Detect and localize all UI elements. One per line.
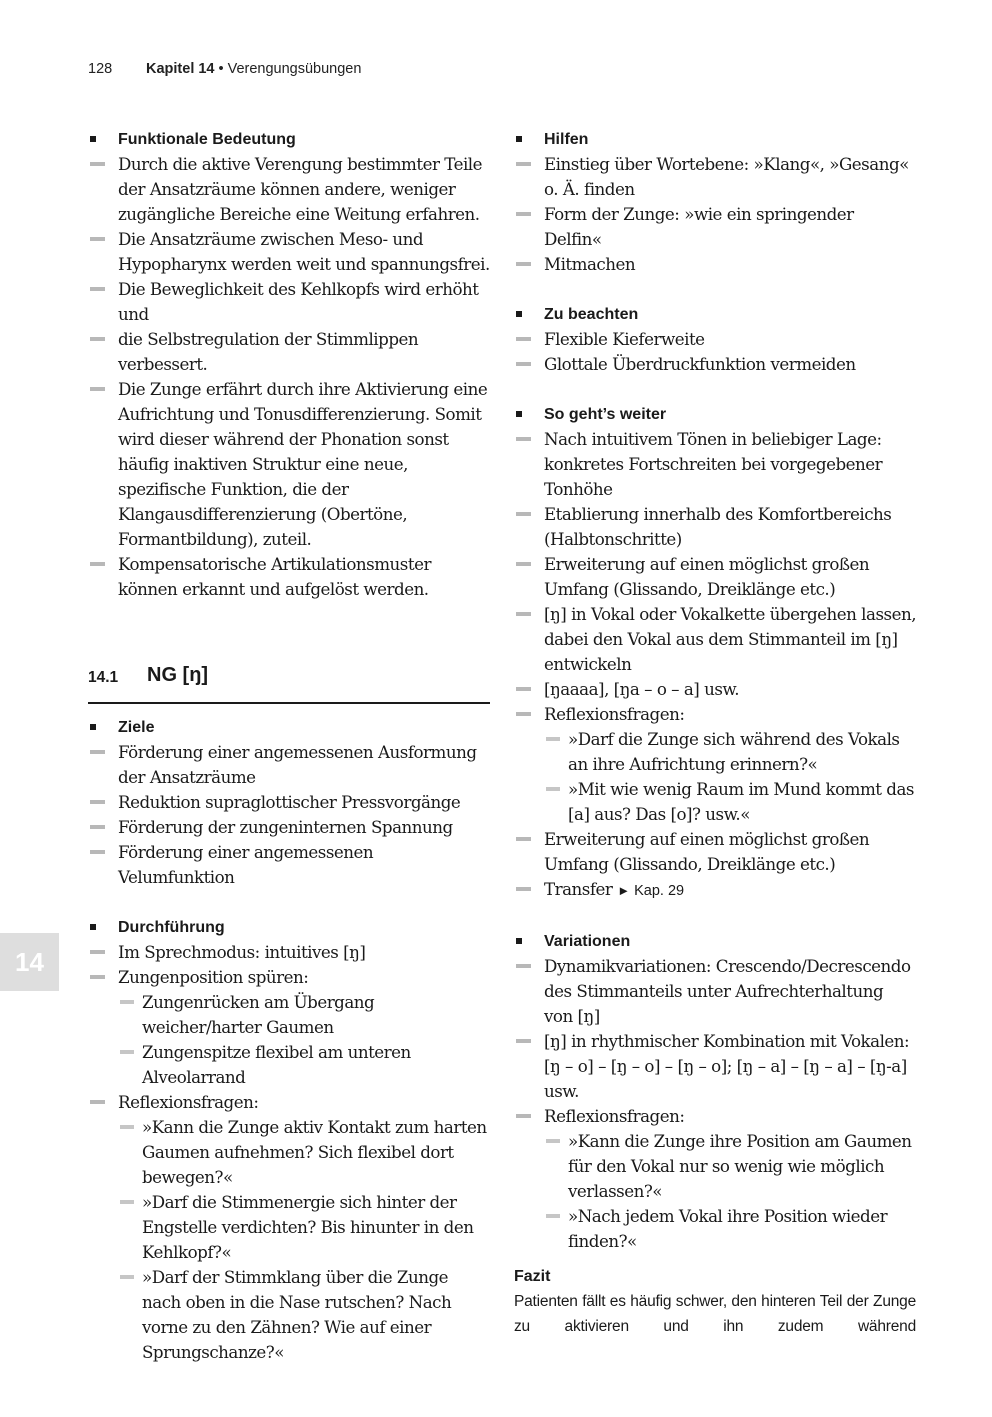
list-item	[514, 327, 916, 352]
item-text: Förderung der zungeninternen Spannung	[118, 817, 453, 837]
chapter-label: Kapitel 14	[146, 61, 215, 77]
arrow-right-icon: ►	[617, 883, 631, 898]
right-column	[514, 127, 916, 1339]
dash-bullet-icon	[90, 237, 105, 241]
item-text: Flexible Kieferweite	[544, 329, 705, 349]
item-text: Reflexionsfragen:	[544, 1106, 685, 1126]
item-text: »Darf die Stimmenergie sich hinter der Engstelle verdichten? Bis hinunter in den Kehlkopf?«	[142, 1192, 474, 1262]
list-item	[88, 740, 490, 790]
square-bullet-icon	[90, 136, 96, 142]
dash-bullet-icon	[90, 975, 105, 979]
heading-text: Variationen	[544, 933, 631, 950]
item-text: Durch die aktive Verengung bestimmter Teile der Ansatzräume können andere, weniger zugängliche Bereiche eine Weitung erfahren.	[118, 154, 483, 224]
item-text: Dynamikvariationen: Crescendo/Decrescendo des Stimmanteils unter Aufrechterhaltung von [ŋ]	[544, 956, 911, 1026]
list-item	[88, 790, 490, 815]
item-text: Form der Zunge: »wie ein springender Delfin«	[544, 204, 854, 249]
dash-bullet-icon	[120, 1050, 134, 1054]
dash-bullet-icon	[90, 287, 105, 291]
square-bullet-icon	[516, 136, 522, 142]
section-heading	[514, 929, 916, 954]
list-item	[88, 227, 490, 277]
dash-bullet-icon	[516, 837, 531, 841]
item-text: [ŋaaaa], [ŋa – o – a] usw.	[544, 679, 740, 699]
list-item	[514, 427, 916, 502]
fazit-heading: Fazit	[514, 1268, 551, 1285]
list-item	[514, 502, 916, 552]
section-heading	[88, 715, 490, 740]
heading-text: Zu beachten	[544, 306, 639, 323]
list-item	[514, 602, 916, 677]
dash-bullet-icon	[516, 887, 531, 891]
section-heading	[88, 915, 490, 940]
dash-bullet-icon	[120, 1200, 134, 1204]
dash-bullet-icon	[516, 262, 531, 266]
item-text: Glottale Überdruckfunktion vermeiden	[544, 354, 856, 374]
item-text: Kompensatorische Artikulationsmuster können erkannt und aufgelöst werden.	[118, 554, 431, 599]
section-title: NG [ŋ]	[147, 664, 209, 686]
dash-bullet-icon	[516, 1039, 531, 1043]
header-separator: •	[218, 61, 224, 77]
dash-bullet-icon	[90, 162, 105, 166]
item-text: Zungenposition spüren:	[118, 967, 309, 987]
page-number: 128	[88, 61, 113, 77]
section-number: 14.1	[88, 669, 119, 686]
heading-text: Durchführung	[118, 919, 225, 936]
heading-text: Hilfen	[544, 131, 589, 148]
sub-list-item	[118, 1190, 490, 1265]
square-bullet-icon	[90, 724, 96, 730]
dash-bullet-icon	[516, 1114, 531, 1118]
list-item	[88, 1090, 490, 1115]
item-text: Nach intuitivem Tönen in beliebiger Lage: konkretes Fortschreiten bei vorgegebener Tonhöhe	[544, 429, 883, 499]
item-text: Erweiterung auf einen möglichst großen Umfang (Glissando, Dreiklänge etc.)	[544, 829, 870, 874]
sub-list-item	[118, 990, 490, 1040]
item-text: Einstieg über Wortebene: »Klang«, »Gesang« o. Ä. finden	[544, 154, 909, 199]
dash-bullet-icon	[90, 387, 105, 391]
section-heading	[88, 127, 490, 152]
list-item	[514, 954, 916, 1029]
item-text: »Kann die Zunge ihre Position am Gaumen für den Vokal nur so wenig wie möglich verlassen?«	[568, 1131, 912, 1201]
dash-bullet-icon	[90, 750, 105, 754]
dash-bullet-icon	[546, 737, 560, 741]
dash-bullet-icon	[516, 712, 531, 716]
transfer-text: Transfer	[544, 879, 613, 899]
item-text: Zungenspitze flexibel am unteren Alveolarrand	[142, 1042, 411, 1087]
list-item	[514, 1104, 916, 1129]
chapter-ref: Kap. 29	[634, 883, 685, 899]
dash-bullet-icon	[90, 825, 105, 829]
dash-bullet-icon	[516, 964, 531, 968]
sub-list-item	[544, 1129, 916, 1204]
list-item	[88, 277, 490, 327]
list-item	[88, 940, 490, 965]
chapter-thumb-tab	[0, 933, 59, 991]
dash-bullet-icon	[90, 850, 105, 854]
item-text: Reflexionsfragen:	[544, 704, 685, 724]
dash-bullet-icon	[516, 512, 531, 516]
section-heading	[514, 402, 916, 427]
item-text: »Darf die Zunge sich während des Vokals an ihre Aufrichtung erinnern?«	[568, 729, 900, 774]
list-item	[514, 702, 916, 727]
heading-text: So geht’s weiter	[544, 406, 667, 423]
sub-list-item	[118, 1040, 490, 1090]
item-text: »Mit wie wenig Raum im Mund kommt das [a] aus? Das [o]? usw.«	[568, 779, 914, 824]
item-text: »Nach jedem Vokal ihre Position wieder finden?«	[568, 1206, 888, 1251]
list-item	[88, 377, 490, 552]
item-text: Förderung einer angemessenen Ausformung der Ansatzräume	[118, 742, 477, 787]
dash-bullet-icon	[120, 1000, 134, 1004]
list-item	[514, 1029, 916, 1104]
dash-bullet-icon	[516, 162, 531, 166]
list-item	[514, 827, 916, 877]
list-item	[514, 352, 916, 377]
square-bullet-icon	[516, 411, 522, 417]
list-item	[88, 152, 490, 227]
chapter-tab-number: 14	[15, 946, 44, 977]
section-heading	[514, 127, 916, 152]
dash-bullet-icon	[90, 800, 105, 804]
dash-bullet-icon	[546, 787, 560, 791]
dash-bullet-icon	[546, 1214, 560, 1218]
sub-list-item	[118, 1115, 490, 1190]
dash-bullet-icon	[516, 437, 531, 441]
list-item	[88, 327, 490, 377]
item-text: Zungenrücken am Übergang weicher/harter Gaumen	[142, 992, 375, 1037]
item-text: die Selbstregulation der Stimmlippen verbessert.	[118, 329, 419, 374]
list-item	[88, 840, 490, 890]
list-item	[88, 815, 490, 840]
dash-bullet-icon	[516, 612, 531, 616]
item-text: Mitmachen	[544, 254, 636, 274]
dash-bullet-icon	[120, 1275, 134, 1279]
item-text: Die Zunge erfährt durch ihre Aktivierung eine Aufrichtung und Tonusdifferenzierung. Somit wird dieser während der Phonation sonst häufig inaktiven Struktur eine neue, spezifische Funktion, die der Klangausdifferenzierung (Obertöne, Formantbildung), zuteil.	[118, 379, 488, 549]
section-heading	[514, 302, 916, 327]
item-text: Förderung einer angemessenen Velumfunktion	[118, 842, 374, 887]
list-item	[514, 252, 916, 277]
square-bullet-icon	[516, 311, 522, 317]
item-text: Etablierung innerhalb des Komfortbereichs (Halbtonschritte)	[544, 504, 892, 549]
item-text: Im Sprechmodus: intuitives [ŋ]	[118, 942, 366, 962]
heading-text: Funktionale Bedeutung	[118, 131, 296, 148]
section-title-block	[88, 664, 490, 704]
square-bullet-icon	[90, 924, 96, 930]
item-text: [ŋ] in rhythmischer Kombination mit Vokalen: [ŋ – o] – [ŋ – o] – [ŋ – o]; [ŋ – a] – [ŋ – a] – [ŋ-a] usw.	[544, 1031, 910, 1101]
dash-bullet-icon	[546, 1139, 560, 1143]
list-item	[514, 202, 916, 252]
dash-bullet-icon	[516, 687, 531, 691]
sub-list-item	[544, 777, 916, 827]
dash-bullet-icon	[516, 562, 531, 566]
dash-bullet-icon	[90, 337, 105, 341]
dash-bullet-icon	[90, 1100, 105, 1104]
list-item	[514, 677, 916, 702]
square-bullet-icon	[516, 938, 522, 944]
list-item	[88, 965, 490, 990]
dash-bullet-icon	[120, 1125, 134, 1129]
chapter-link[interactable]	[617, 883, 684, 899]
list-item	[88, 552, 490, 602]
item-text: Erweiterung auf einen möglichst großen Umfang (Glissando, Dreiklänge etc.)	[544, 554, 870, 599]
left-column	[88, 127, 490, 1365]
item-text: »Darf der Stimmklang über die Zunge nach oben in die Nase rutschen? Nach vorne zu den Zähnen? Wie auf einer Sprungschanze?«	[142, 1267, 452, 1362]
fazit-text: Patienten fällt es häufig schwer, den hinteren Teil der Zunge zu aktivieren und ihn zudem während	[514, 1293, 916, 1335]
list-item	[514, 877, 916, 904]
chapter-subtitle: Verengungsübungen	[227, 61, 362, 77]
item-text: Die Beweglichkeit des Kehlkopfs wird erhöht und	[118, 279, 479, 324]
item-text: Reduktion supraglottischer Pressvorgänge	[118, 792, 461, 812]
item-text: [ŋ] in Vokal oder Vokalkette übergehen lassen, dabei den Vokal aus dem Stimmanteil im [ŋ] entwickeln	[544, 604, 917, 674]
list-item	[514, 152, 916, 202]
heading-text: Ziele	[118, 719, 155, 736]
item-text: »Kann die Zunge aktiv Kontakt zum harten Gaumen aufnehmen? Sich flexibel dort bewegen?«	[142, 1117, 487, 1187]
dash-bullet-icon	[90, 562, 105, 566]
item-text: Reflexionsfragen:	[118, 1092, 259, 1112]
sub-list-item	[118, 1265, 490, 1365]
dash-bullet-icon	[516, 362, 531, 366]
dash-bullet-icon	[90, 950, 105, 954]
item-text: Die Ansatzräume zwischen Meso- und Hypopharynx werden weit und spannungsfrei.	[118, 229, 490, 274]
dash-bullet-icon	[516, 337, 531, 341]
running-header	[88, 58, 361, 80]
list-item	[514, 552, 916, 602]
dash-bullet-icon	[516, 212, 531, 216]
sub-list-item	[544, 727, 916, 777]
sub-list-item	[544, 1204, 916, 1254]
